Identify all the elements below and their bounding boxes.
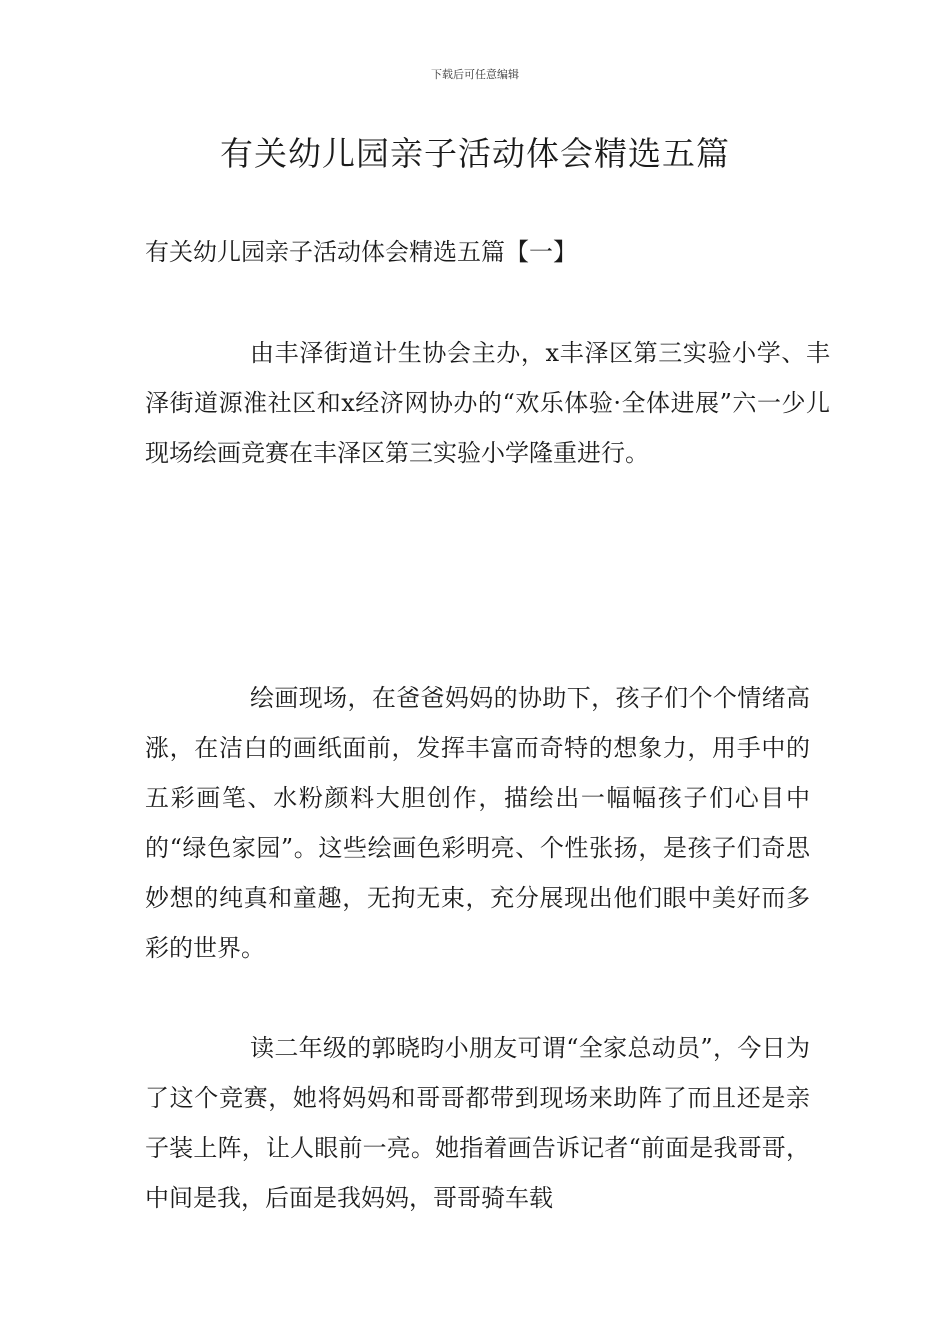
paragraph-3: 读二年级的郭晓昀小朋友可谓“全家总动员”，今日为了这个竞赛，她将妈妈和哥哥都带到现场来助阵了而且还是亲子装上阵，让人眼前一亮。她指着画告诉记者“前面是我哥哥，中间是我，后面是我妈妈，哥哥骑车载 (145, 1034, 810, 1212)
paragraph-1: 由丰泽街道计生协会主办，x丰泽区第三实验小学、丰泽街道源淮社区和x经济网协办的“欢乐体验·全体进展”六一少儿现场绘画竞赛在丰泽区第三实验小学隆重进行。 (145, 339, 830, 467)
section-heading: 有关幼儿园亲子活动体会精选五篇【一】 (145, 238, 577, 266)
document-title: 有关幼儿园亲子活动体会精选五篇 (220, 134, 730, 173)
header-note: 下载后可任意编辑 (431, 68, 519, 81)
paragraph-2: 绘画现场，在爸爸妈妈的协助下，孩子们个个情绪高涨，在洁白的画纸面前，发挥丰富而奇特的想象力，用手中的五彩画笔、水粉颜料大胆创作，描绘出一幅幅孩子们心目中的“绿色家园”。这些绘画色彩明亮、个性张扬，是孩子们奇思妙想的纯真和童趣，无拘无束，充分展现出他们眼中美好而多彩的世界。 (145, 684, 810, 962)
